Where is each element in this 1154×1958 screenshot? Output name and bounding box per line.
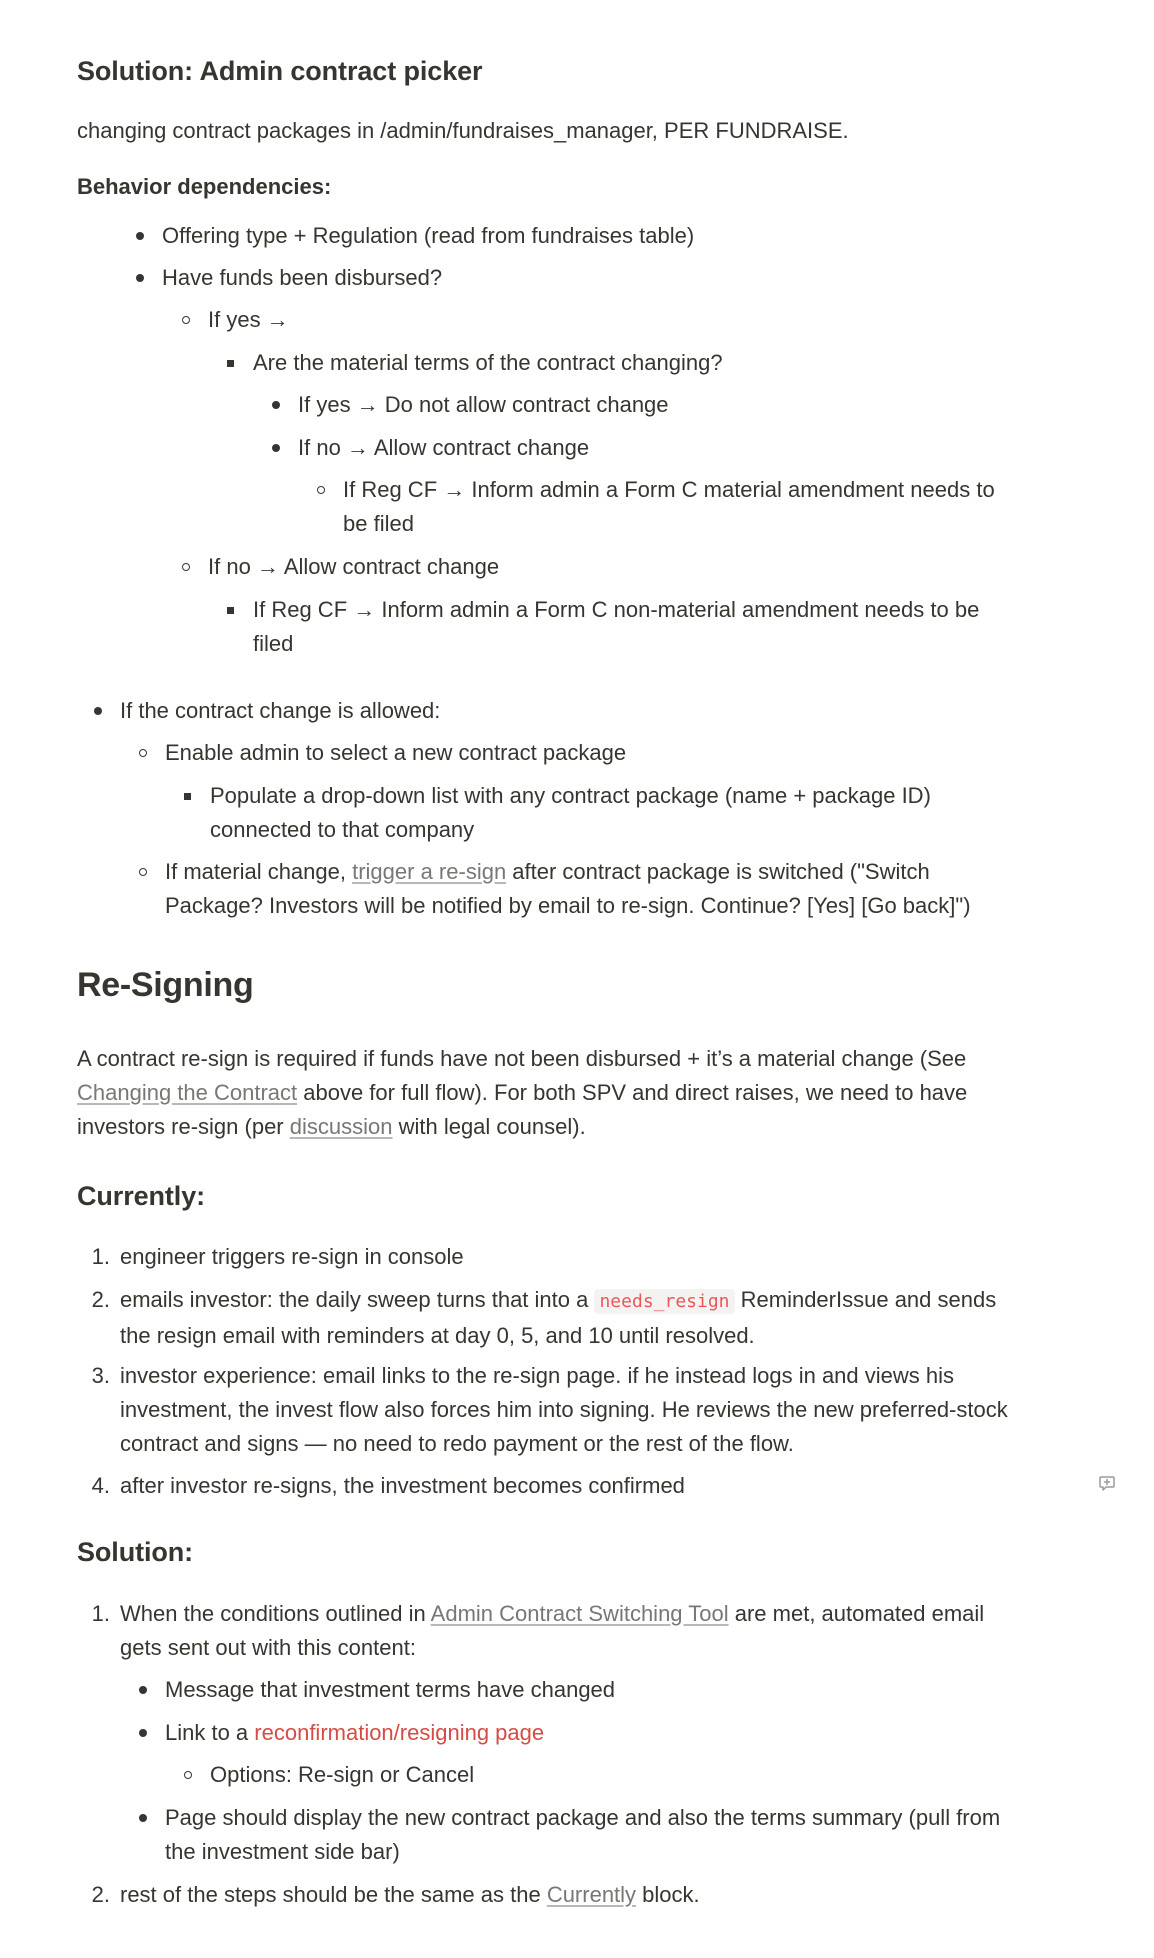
list-item: If material change, trigger a re-sign after contract package is switched ("Switch Package? Investors will be notified by email to re-sign. Continue? [Yes] [Go back]")	[165, 859, 971, 918]
list-number: 4.	[91, 1473, 110, 1498]
list-item: If yes →	[208, 307, 289, 332]
heading-currently: Currently:	[77, 1181, 206, 1211]
list-item: 1. When the conditions outlined in Admin Contract Switching Tool are met, automated email gets sent out with this content:	[120, 1597, 984, 1665]
list-item: If no → Allow contract change	[208, 554, 500, 579]
list-item: 2. rest of the steps should be the same as the Currently block.	[120, 1878, 700, 1912]
list-number: 3.	[91, 1363, 110, 1388]
list-item: If Reg CF → Inform admin a Form C material amendment needs to be filed	[343, 477, 995, 536]
list-item: If the contract change is allowed:	[120, 698, 441, 723]
admin-contract-switching-tool-link[interactable]: Admin Contract Switching Tool	[430, 1601, 729, 1626]
list-item: Options: Re-sign or Cancel	[210, 1762, 475, 1787]
list-item: Page should display the new contract package and also the terms summary (pull from the investment side bar)	[165, 1805, 1001, 1864]
inline-code: needs_resign	[594, 1289, 734, 1314]
list-number: 2.	[91, 1287, 110, 1312]
list-number: 1.	[91, 1601, 110, 1626]
changing-the-contract-link[interactable]: Changing the Contract	[77, 1080, 298, 1105]
list-item: If yes → Do not allow contract change	[298, 392, 669, 417]
list-item: Link to a reconfirmation/resigning page	[165, 1720, 545, 1745]
list-item: 1. engineer triggers re-sign in console	[120, 1240, 464, 1274]
list-item: If no → Allow contract change	[298, 435, 590, 460]
list-item: Offering type + Regulation (read from fundraises table)	[162, 223, 695, 248]
list-item: Enable admin to select a new contract package	[165, 740, 627, 765]
discussion-link[interactable]: discussion	[289, 1114, 393, 1139]
list-item: 4. after investor re-signs, the investment becomes confirmed	[120, 1469, 685, 1503]
list-number: 2.	[91, 1882, 110, 1907]
comment-add-icon[interactable]	[1098, 1474, 1116, 1492]
heading-solution: Solution:	[77, 1537, 194, 1567]
resigning-page-link[interactable]: reconfirmation/resigning page	[254, 1720, 545, 1745]
intro-paragraph: changing contract packages in /admin/fundraises_manager, PER FUNDRAISE.	[77, 118, 849, 143]
list-item: Message that investment terms have changed	[165, 1677, 616, 1702]
heading-resigning: Re-Signing	[77, 966, 254, 1004]
currently-link[interactable]: Currently	[546, 1882, 637, 1907]
list-item: Populate a drop-down list with any contract package (name + package ID) connected to that company	[210, 783, 931, 842]
list-item: Are the material terms of the contract changing?	[253, 350, 723, 375]
trigger-resign-link[interactable]: trigger a re-sign	[352, 859, 507, 884]
heading-admin-contract-picker: Solution: Admin contract picker	[77, 56, 483, 86]
behavior-heading: Behavior dependencies:	[77, 174, 332, 199]
resigning-paragraph: A contract re-sign is required if funds have not been disbursed + it’s a material change (See Changing the Contract above for full flow). For both SPV and direct raises, we need to have investors re-sign (per discussion with legal counsel).	[77, 1046, 968, 1139]
list-item: 3. investor experience: email links to the re-sign page. if he instead logs in and views his investment, the invest flow also forces him into signing. He reviews the new preferred-stock contract and signs — no need to redo payment or the rest of the flow.	[120, 1359, 1008, 1461]
list-item: If Reg CF → Inform admin a Form C non-material amendment needs to be filed	[253, 597, 980, 656]
list-number: 1.	[91, 1244, 110, 1269]
list-item: 2. emails investor: the daily sweep turns that into a needs_resign ReminderIssue and sends the resign email with reminders at day 0, 5, and 10 until resolved.	[120, 1283, 996, 1353]
list-item: Have funds been disbursed?	[162, 265, 443, 290]
